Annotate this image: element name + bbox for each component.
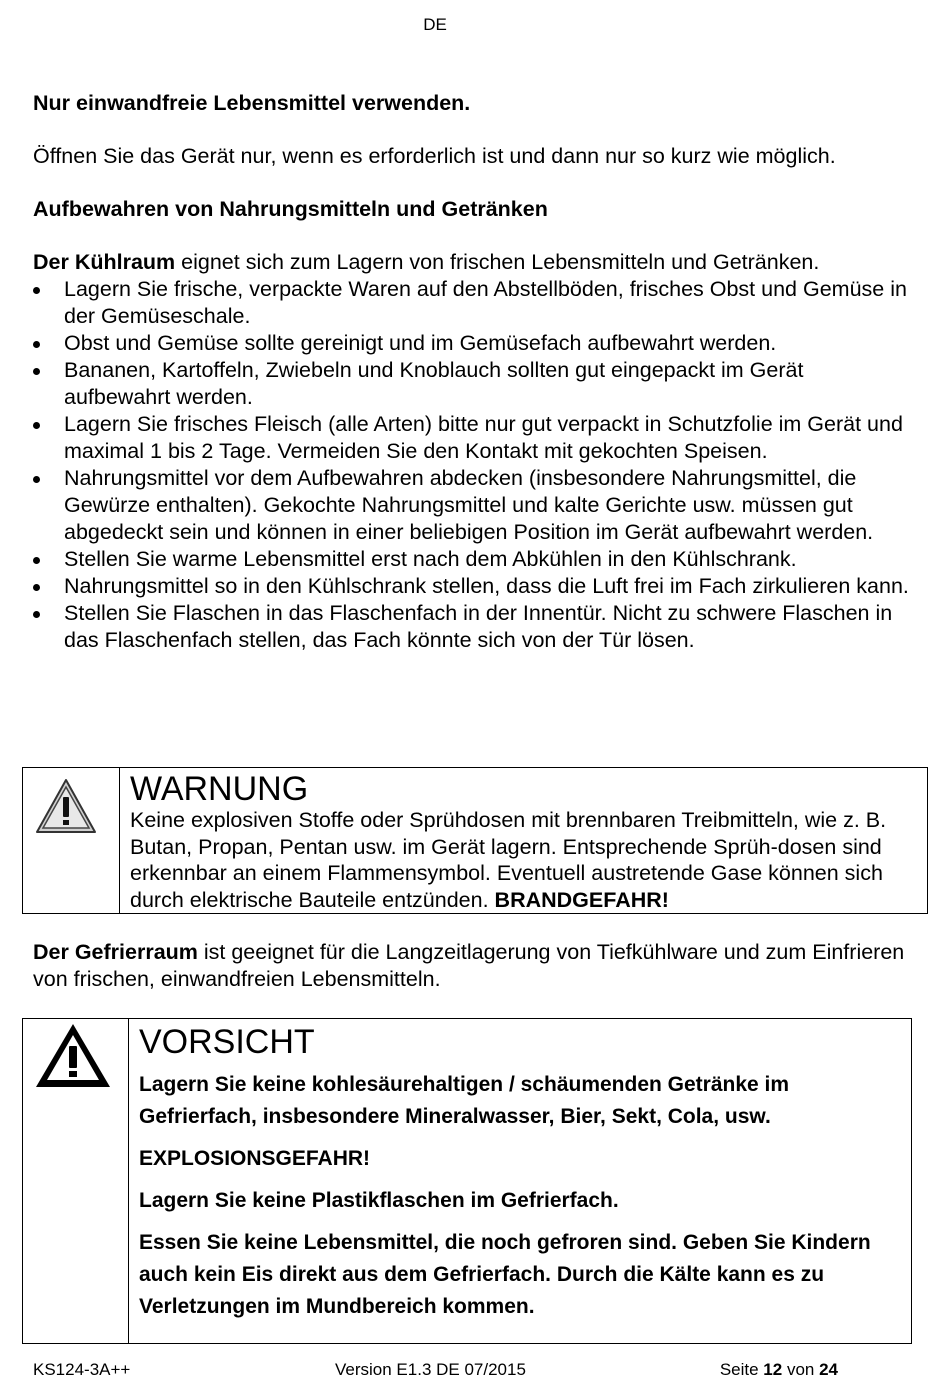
list-item [33,411,913,465]
caution-paragraph: Lagern Sie keine kohlesäurehaltigen / schäumenden Getränke im Gefrierfach, insbesondere Mineralwasser, Bier, Sekt, Cola, usw. [139,1073,790,1128]
fridge-text: eignet sich zum Lagern von frischen Lebensmitteln und Getränken. [175,250,820,274]
list-item-text: Stellen Sie Flaschen in das Flaschenfach in der Innentür. Nicht zu schwere Flaschen in das Flaschenfach stellen, das Fach könnte sich von der Tür lösen. [64,601,893,652]
bullet-icon [33,584,40,591]
bullet-icon [33,611,40,618]
caution-paragraph: EXPLOSIONSGEFAHR! [139,1147,371,1170]
bullet-icon [33,557,40,564]
footer-page-mid: von [782,1360,820,1379]
list-item [33,546,913,573]
storage-heading: Aufbewahren von Nahrungsmitteln und Getränken [33,197,548,221]
bullet-icon [33,422,40,429]
warning-emphasis: BRANDGEFAHR! [494,887,669,912]
list-item-text: Obst und Gemüse sollte gereinigt und im Gemüsefach aufbewahrt werden. [64,331,777,355]
warning-title: WARNUNG [130,770,309,808]
list-item-text: Nahrungsmittel vor dem Aufbewahren abdecken (insbesondere Nahrungsmittel, die Gewürze enthalten). Gekochte Nahrungsmittel und kalte Gerichte usw. müssen gut abgedeckt sein und können in einer beliebigen Position im Gerät aufbewahrt werden. [64,466,874,544]
list-item-text: Nahrungsmittel so in den Kühlschrank stellen, dass die Luft frei im Fach zirkulieren kann. [64,574,909,598]
footer-page-total: 24 [819,1360,838,1379]
caution-paragraph: Essen Sie keine Lebensmittel, die noch gefroren sind. Geben Sie Kindern auch kein Eis direkt aus dem Gefrierfach. Durch die Kälte kann es zu Verletzungen im Mundbereich kommen. [139,1231,871,1318]
warning-box [22,767,928,914]
caution-paragraph: Lagern Sie keine Plastikflaschen im Gefrierfach. [139,1189,619,1212]
bullet-icon [33,368,40,375]
warning-content [130,768,920,913]
freezer-label: Der Gefrierraum [33,940,198,964]
freezer-intro [33,939,913,993]
list-item [33,276,913,330]
list-item [33,465,913,546]
warning-text: Keine explosiven Stoffe oder Sprühdosen mit brennbaren Treibmitteln, wie z. B. Butan, Propan, Pentan usw. im Gerät lagern. Entsprechende Sprüh-dosen sind erkennbar an einem Flammensymbol. Eventuell austretende Gase können sich durch elektrische Bauteile entzünden. [130,808,887,912]
intro-paragraph: Öffnen Sie das Gerät nur, wenn es erforderlich ist und dann nur so kurz wie möglich. [33,144,836,168]
bullet-icon [33,476,40,483]
warning-text-paragraph [130,807,920,913]
freezer-text: ist geeignet für die Langzeitlagerung von Tiefkühlware und zum Einfrieren von frischen, einwandfreien Lebensmitteln. [33,940,905,991]
footer-page-number [720,1360,838,1380]
caution-box [22,1018,912,1344]
list-item-text: Lagern Sie frische, verpackte Waren auf den Abstellböden, frisches Obst und Gemüse in der Gemüseschale. [64,277,907,328]
main-content [33,90,913,654]
bullet-icon [33,341,40,348]
intro-heading: Nur einwandfreie Lebensmittel verwenden. [33,91,471,115]
list-item-text: Stellen Sie warme Lebensmittel erst nach dem Abkühlen in den Kühlschrank. [64,547,797,571]
footer-page-prefix: Seite [719,1360,764,1379]
list-item [33,330,913,357]
list-item [33,573,913,600]
footer-version: Version E1.3 DE 07/2015 [335,1360,526,1379]
warning-triangle-icon [23,768,119,913]
warning-icon-cell [23,768,120,913]
warning-triangle-icon [23,1019,128,1343]
caution-icon-cell [23,1019,129,1343]
caution-title: VORSICHT [139,1023,315,1061]
footer-page-current: 12 [763,1360,783,1379]
footer-model: KS124-3A++ [33,1360,131,1379]
page-language-label: DE [423,15,447,34]
bullet-icon [33,287,40,294]
list-item [33,357,913,411]
caution-content [139,1019,899,1333]
storage-bullet-list [33,276,913,654]
fridge-label: Der Kühlraum [33,250,176,274]
list-item-text: Lagern Sie frisches Fleisch (alle Arten) bitte nur gut verpackt in Schutzfolie im Gerät und maximal 1 bis 2 Tage. Vermeiden Sie den Kontakt mit gekochten Speisen. [64,412,903,463]
list-item-text: Bananen, Kartoffeln, Zwiebeln und Knoblauch sollten gut eingepackt im Gerät aufbewahrt werden. [64,358,804,409]
list-item [33,600,913,654]
fridge-intro [33,249,913,276]
